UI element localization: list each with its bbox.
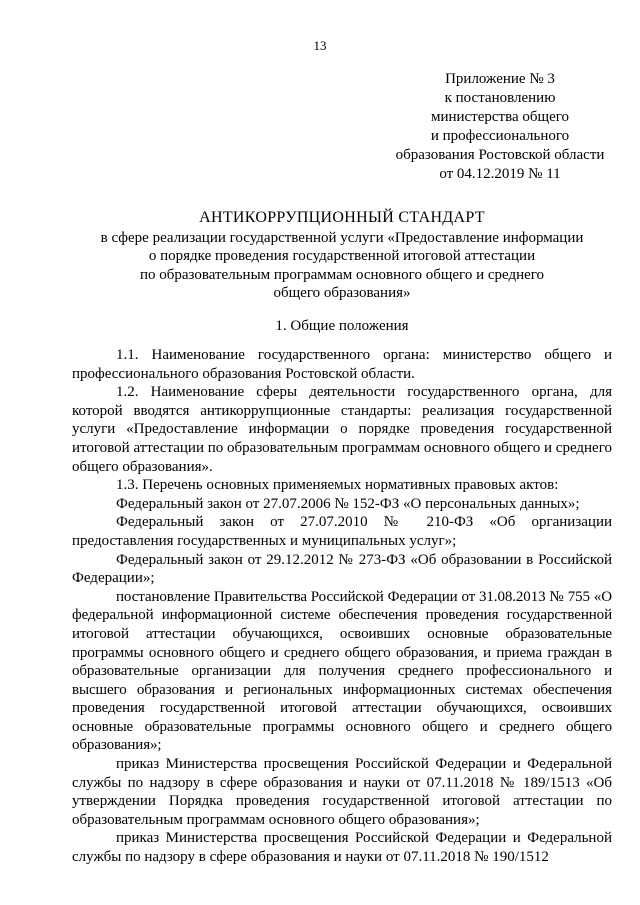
appendix-line: министерства общего (430, 109, 570, 125)
law-item: приказ Министерства просвещения Российской Федерации и Федеральной службы по надзору в сфере образования и науки от 07.11.2018 № 189/1513 «Об утверждении Порядка проведения государственной итоговой аттестации по образовательным программам основного общего образования»; (72, 756, 612, 828)
law-item: Федеральный закон от 29.12.2012 № 273-ФЗ «Об образовании в Российской Федерации»; (72, 551, 612, 587)
title-line: о порядке проведения государственной итоговой аттестации (148, 248, 536, 264)
paragraph-1-2: 1.2. Наименование сферы деятельности государственного органа, для которой вводятся антикоррупционные стандарты: реализация государственной услуги «Предоставление информации о порядке проведения государственной итоговой аттестации по образовательным программам основного общего и среднего общего образования». (72, 384, 612, 475)
law-item: Федеральный закон от 27.07.2006 № 152-ФЗ «О персональных данных»; (116, 495, 580, 512)
appendix-line: Приложение № 3 (445, 71, 555, 87)
appendix-line: к постановлению (444, 90, 556, 106)
body-text (72, 346, 612, 867)
paragraph-1-1: 1.1. Наименование государственного органа: министерство общего и профессионального образования Ростовской области. (72, 347, 612, 382)
appendix-block (380, 70, 620, 184)
appendix-line: образования Ростовской области (395, 147, 605, 163)
section-heading: 1. Общие положения (275, 318, 409, 334)
document-title (72, 209, 612, 303)
appendix-line: и профессионального (430, 128, 570, 144)
law-item: Федеральный закон от 27.07.2010 № 210-ФЗ «Об организации предоставления государственных и муниципальных услуг»; (72, 514, 612, 549)
law-item: постановление Правительства Российской Федерации от 31.08.2013 № 755 «О федеральной информационной системе обеспечения проведения государственной итоговой аттестации обучающихся, освоивших основные образовательные программы основного общего и среднего общего образования, и приема граждан в образовательные организации для получения среднего профессионального и высшего образования и региональных информационных системах обеспечения проведения государственной итоговой аттестации обучающихся, освоивших основные образовательные программы основного общего и среднего общего образования»; (72, 588, 612, 754)
page-number: 13 (313, 38, 327, 53)
main-title: АНТИКОРРУПЦИОННЫЙ СТАНДАРТ (199, 209, 485, 226)
law-item: приказ Министерства просвещения Российской Федерации и Федеральной службы по надзору в сфере образования и науки от 07.11.2018 № 190/1512 (72, 830, 612, 866)
title-line: в сфере реализации государственной услуги «Предоставление информации (100, 229, 584, 246)
title-line: по образовательным программам основного общего и среднего (139, 266, 545, 283)
paragraph-1-3: 1.3. Перечень основных применяемых нормативных правовых актов: (116, 477, 559, 494)
appendix-line: от 04.12.2019 № 11 (439, 166, 561, 182)
title-line: общего образования» (273, 285, 411, 301)
